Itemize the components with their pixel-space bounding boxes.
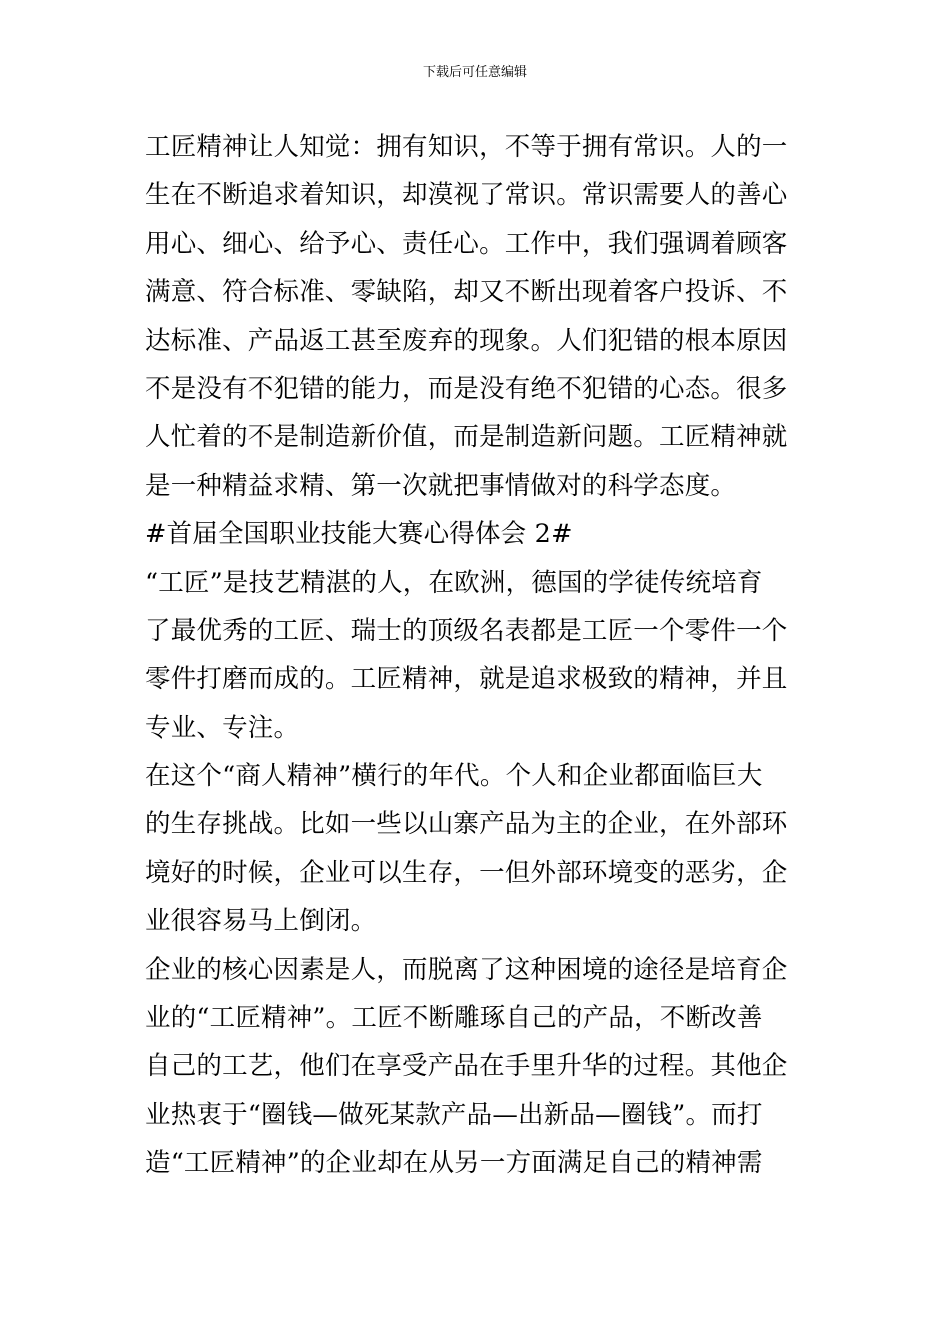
text-line: 用心、细心、给予心、责任心。工作中，我们强调着顾客 bbox=[145, 228, 788, 259]
text-line: “工匠”是技艺精湛的人，在欧洲，德国的学徒传统培育 bbox=[145, 567, 763, 598]
text-line: 工匠精神让人知觉：拥有知识，不等于拥有常识。人的一 bbox=[145, 132, 788, 162]
text-line: 了最优秀的工匠、瑞士的顶级名表都是工匠一个零件一个 bbox=[145, 615, 788, 646]
text-line: 企业的核心因素是人，而脱离了这种困境的途径是培育企 bbox=[145, 954, 788, 985]
text-line: 造“工匠精神”的企业却在从另一方面满足自己的精神需 bbox=[145, 1148, 763, 1179]
text-line: 人忙着的不是制造新价值，而是制造新问题。工匠精神就 bbox=[145, 422, 788, 453]
text-line: 在这个“商人精神”横行的年代。个人和企业都面临巨大 bbox=[145, 761, 763, 792]
text-line: 专业、专注。 bbox=[145, 712, 300, 743]
text-line: 业很容易马上倒闭。 bbox=[145, 906, 377, 937]
text-line: 自己的工艺，他们在享受产品在手里升华的过程。其他企 bbox=[145, 1051, 788, 1082]
text-line: 境好的时候，企业可以生存，一但外部环境变的恶劣，企 bbox=[145, 857, 788, 888]
page-header: 下载后可任意编辑 bbox=[422, 65, 527, 80]
text-line: 生在不断追求着知识，却漠视了常识。常识需要人的善心 bbox=[145, 180, 788, 211]
section-heading: #首届全国职业技能大赛心得体会 2# bbox=[145, 519, 573, 550]
document-body bbox=[145, 123, 820, 1188]
text-line: 不是没有不犯错的能力，而是没有绝不犯错的心态。很多 bbox=[145, 373, 788, 404]
text-line: 业的“工匠精神”。工匠不断雕琢自己的产品，不断改善 bbox=[145, 1003, 763, 1034]
text-line: 达标准、产品返工甚至废弃的现象。人们犯错的根本原因 bbox=[145, 325, 788, 356]
text-line: 的生存挑战。比如一些以山寨产品为主的企业，在外部环 bbox=[145, 809, 788, 840]
text-line: 满意、符合标准、零缺陷，却又不断出现着客户投诉、不 bbox=[145, 277, 788, 308]
text-line: 业热衷于“圈钱—做死某款产品—出新品—圈钱”。而打 bbox=[145, 1099, 763, 1130]
text-line: 零件打磨而成的。工匠精神，就是追求极致的精神，并且 bbox=[145, 664, 788, 695]
text-line: 是一种精益求精、第一次就把事情做对的科学态度。 bbox=[145, 470, 737, 501]
